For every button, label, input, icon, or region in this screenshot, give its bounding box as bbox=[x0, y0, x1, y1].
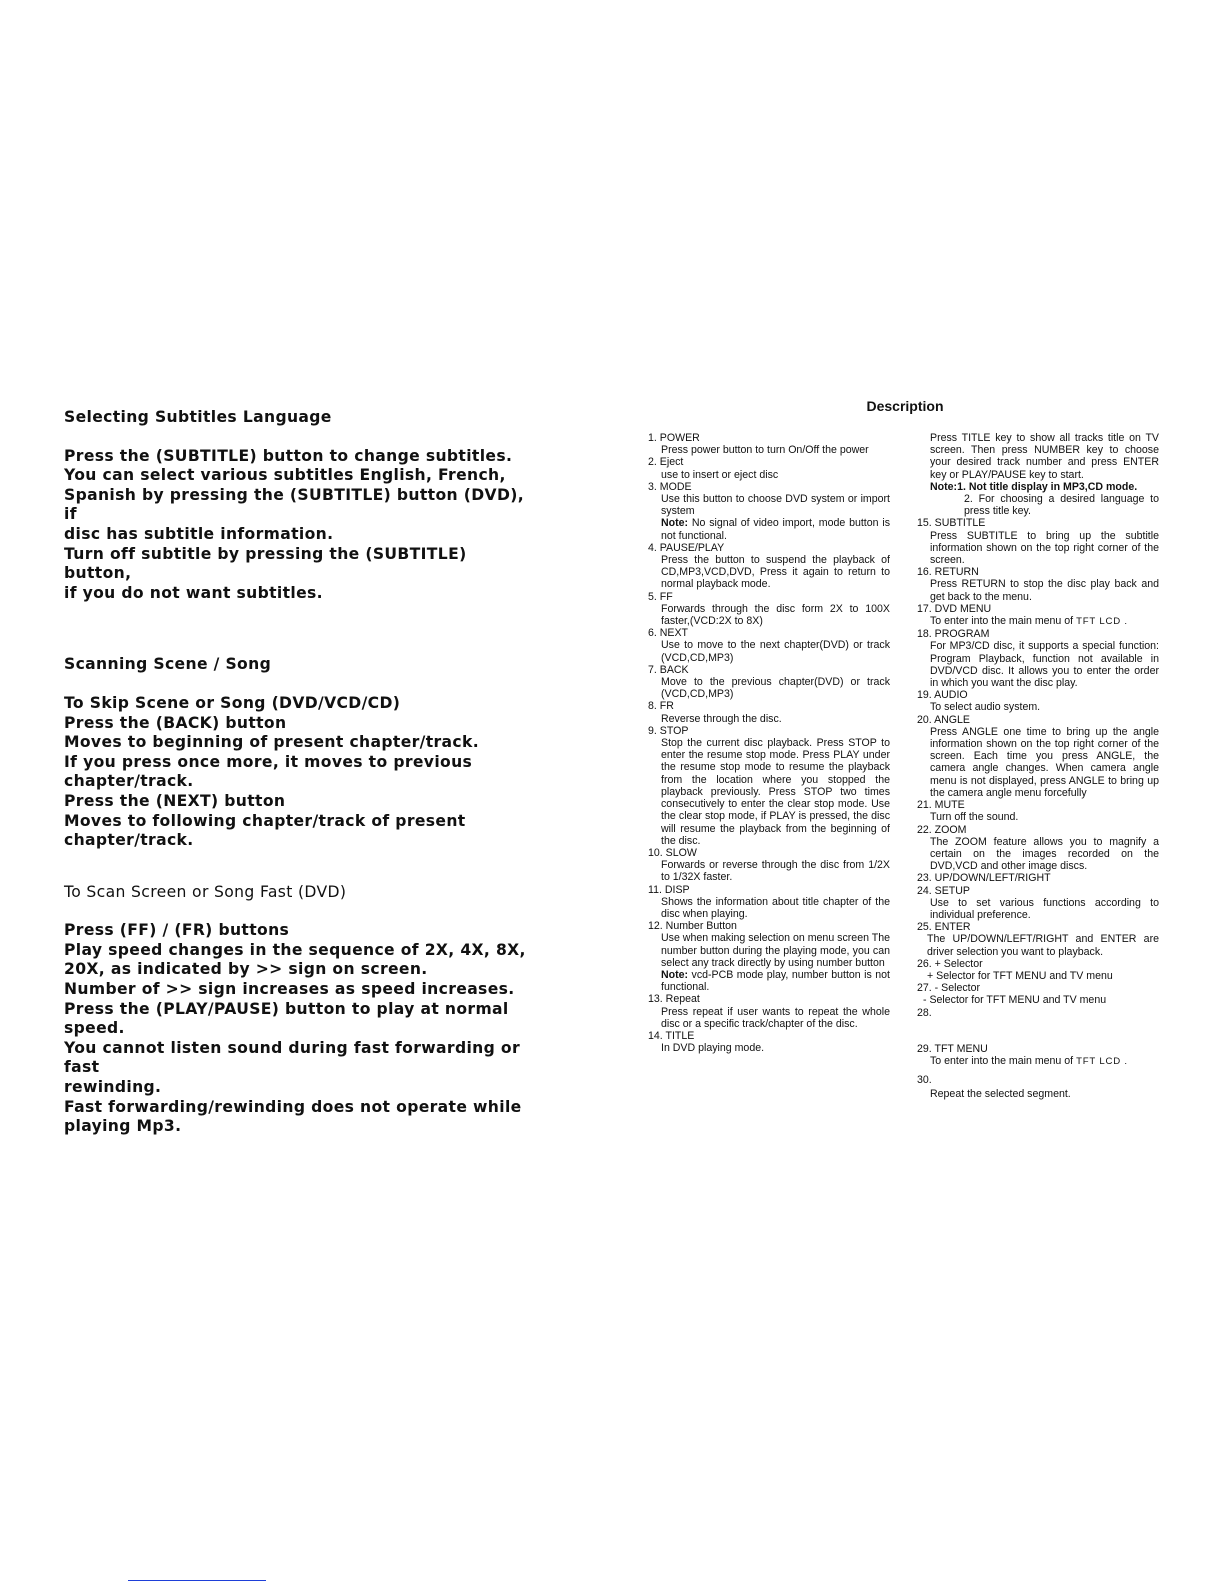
tft-lcd-text: TFT LCD . bbox=[1076, 616, 1128, 628]
item-head: 9. STOP bbox=[648, 724, 689, 737]
section-body bbox=[64, 447, 534, 604]
section-body bbox=[64, 921, 534, 1137]
note-label: Note: bbox=[661, 517, 689, 530]
item-note: Note:1. Not title display in MP3,CD mode. bbox=[930, 480, 1138, 493]
desc-item bbox=[648, 591, 890, 628]
text-line: Press the (PLAY/PAUSE) button to play at normal bbox=[64, 999, 509, 1018]
item-note: 2. For choosing a desired language to press title key. bbox=[964, 493, 1159, 518]
desc-item bbox=[648, 725, 890, 847]
desc-item bbox=[917, 603, 1159, 628]
item-head: 30. bbox=[917, 1074, 932, 1087]
text-line: If you press once more, it moves to previous bbox=[64, 752, 473, 771]
section-fast-scan bbox=[64, 883, 534, 1137]
text-line: Number of >> sign increases as speed increases. bbox=[64, 980, 515, 999]
item-body bbox=[930, 615, 1159, 628]
desc-item bbox=[648, 1030, 890, 1054]
desc-item bbox=[917, 1007, 1159, 1019]
item-head: 12. Number Button bbox=[648, 920, 737, 933]
item-head: 28. bbox=[917, 1006, 932, 1019]
item-body: Press repeat if user wants to repeat the whole disc or a specific track/chapter of the disc. bbox=[661, 1005, 890, 1030]
desc-item bbox=[917, 689, 1159, 713]
note-text: vcd-PCB mode play, number button is not functional. bbox=[661, 968, 890, 994]
item-body: Turn off the sound. bbox=[930, 811, 1019, 824]
desc-item bbox=[648, 542, 890, 591]
item-body: + Selector for TFT MENU and TV menu bbox=[927, 969, 1113, 982]
item-body: The ZOOM feature allows you to magnify a certain on the images recorded on the DVD,VCD and other image discs. bbox=[930, 835, 1159, 873]
text-line: Moves to following chapter/track of present bbox=[64, 811, 466, 830]
item-head: 14. TITLE bbox=[648, 1029, 695, 1042]
item-head: 24. SETUP bbox=[917, 884, 970, 897]
text-line: Turn off subtitle by pressing the (SUBTITLE) button, bbox=[64, 544, 467, 583]
text-line: Press (FF) / (FR) buttons bbox=[64, 921, 290, 940]
item-head: 8. FR bbox=[648, 700, 674, 713]
desc-item bbox=[917, 799, 1159, 823]
item-head: 18. PROGRAM bbox=[917, 628, 990, 641]
item-note bbox=[661, 517, 890, 541]
item-body: - Selector for TFT MENU and TV menu bbox=[923, 994, 1107, 1007]
text-line: Fast forwarding/rewinding does not operate while bbox=[64, 1097, 522, 1116]
text-line: speed. bbox=[64, 1019, 125, 1038]
item-head: 20. ANGLE bbox=[917, 713, 970, 726]
desc-item bbox=[648, 664, 890, 701]
item-body: Stop the current disc playback. Press STOP to enter the resume stop mode. Press PLAY under the resume stop mode to resume the playback from the location where you stopped the playback previously. Press STOP two times consecutively to enter the clear stop mode. Use the clear stop mode, if PLAY is pressed, the disc will resume the playback from the beginning of the disc. bbox=[661, 737, 890, 847]
section-title: Selecting Subtitles Language bbox=[64, 408, 332, 426]
item-body: Press power button to turn On/Off the power bbox=[661, 444, 869, 457]
text-line: Play speed changes in the sequence of 2X, 4X, 8X, bbox=[64, 940, 526, 959]
desc-item bbox=[648, 700, 890, 724]
item-body: Shows the information about title chapter of the disc when playing. bbox=[661, 895, 890, 920]
note-label: Note: bbox=[661, 968, 689, 981]
text-line: playing Mp3. bbox=[64, 1117, 182, 1136]
item-body: use to insert or eject disc bbox=[661, 468, 779, 481]
text-line: You can select various subtitles English, French, bbox=[64, 466, 506, 485]
item-body: Reverse through the disc. bbox=[661, 712, 782, 725]
description-title: Description bbox=[866, 398, 944, 414]
item-head: 2. Eject bbox=[648, 456, 684, 469]
text-line: disc has subtitle information. bbox=[64, 524, 334, 543]
body-text: To enter into the main menu of bbox=[930, 615, 1074, 628]
text-line: 20X, as indicated by >> sign on screen. bbox=[64, 960, 428, 979]
section-title: To Scan Screen or Song Fast (DVD) bbox=[64, 882, 347, 901]
desc-item bbox=[648, 920, 890, 993]
item-body: Press the button to suspend the playback of CD,MP3,VCD,DVD, Press it again to return to normal playback mode. bbox=[661, 554, 890, 591]
item-body: Repeat the selected segment. bbox=[930, 1088, 1071, 1101]
desc-item bbox=[648, 627, 890, 664]
desc-item bbox=[648, 481, 890, 542]
text-line: To Skip Scene or Song (DVD/VCD/CD) bbox=[64, 693, 401, 712]
desc-item bbox=[917, 1043, 1159, 1068]
text-line: if you do not want subtitles. bbox=[64, 583, 323, 602]
text-line: rewinding. bbox=[64, 1078, 162, 1097]
item-body: Press RETURN to stop the disc play back and get back to the menu. bbox=[930, 578, 1159, 603]
text-line: You cannot listen sound during fast forwarding or fast bbox=[64, 1038, 521, 1077]
left-column bbox=[64, 408, 534, 1157]
section-title: Scanning Scene / Song bbox=[64, 655, 272, 674]
item-head: 21. MUTE bbox=[917, 799, 965, 812]
footer-underline bbox=[128, 1580, 266, 1581]
item-head: 6. NEXT bbox=[648, 627, 689, 640]
item-head: 22. ZOOM bbox=[917, 823, 967, 836]
text-line: chapter/track. bbox=[64, 831, 194, 850]
desc-item bbox=[648, 432, 890, 456]
item-head: 5. FF bbox=[648, 590, 673, 603]
text-line: Spanish by pressing the (SUBTITLE) button (DVD), if bbox=[64, 485, 524, 524]
item-body: For MP3/CD disc, it supports a special function: Program Playback, function not available in DVD/VCD disc. It allows you to enter the order in which you want the disc play. bbox=[930, 640, 1159, 690]
desc-item bbox=[917, 982, 1159, 1006]
item-body: Use when making selection on menu screen The number button during the playing mode, you can select any track directly by using number button bbox=[661, 932, 890, 969]
item-head: 26. + Selector bbox=[917, 957, 983, 970]
desc-item bbox=[917, 1074, 1159, 1100]
text-line: Press the (SUBTITLE) button to change subtitles. bbox=[64, 446, 513, 465]
item-body: Use to set various functions according to individual preference. bbox=[930, 896, 1159, 921]
item-body: Use this button to choose DVD system or import system bbox=[661, 493, 890, 518]
item-note bbox=[661, 969, 890, 993]
description-column-2 bbox=[917, 432, 1159, 1101]
item-head: 19. AUDIO bbox=[917, 689, 968, 702]
desc-item bbox=[917, 628, 1159, 689]
body-text: To enter into the main menu of bbox=[930, 1054, 1074, 1067]
section-subtitles bbox=[64, 408, 534, 603]
item-body bbox=[930, 1055, 1159, 1068]
desc-item bbox=[648, 456, 890, 480]
desc-item bbox=[917, 958, 1159, 982]
text-line: Moves to beginning of present chapter/track. bbox=[64, 733, 480, 752]
section-scanning bbox=[64, 655, 534, 850]
item-body: Move to the previous chapter(DVD) or track (VCD,CD,MP3) bbox=[661, 676, 890, 701]
item-head: 16. RETURN bbox=[917, 566, 979, 579]
desc-item bbox=[917, 824, 1159, 873]
item-head: 23. UP/DOWN/LEFT/RIGHT bbox=[917, 872, 1051, 885]
item-head: 17. DVD MENU bbox=[917, 602, 992, 615]
item-body: In DVD playing mode. bbox=[661, 1042, 765, 1055]
item-head: 27. - Selector bbox=[917, 982, 981, 995]
desc-item bbox=[648, 884, 890, 921]
item-body: The UP/DOWN/LEFT/RIGHT and ENTER are driver selection you want to playback. bbox=[927, 933, 1159, 958]
text-line: chapter/track. bbox=[64, 772, 194, 791]
item-head: 29. TFT MENU bbox=[917, 1042, 988, 1055]
desc-item bbox=[917, 872, 1159, 884]
desc-item bbox=[648, 993, 890, 1030]
item-body: Press SUBTITLE to bring up the subtitle information shown on the top right corner of the screen. bbox=[930, 529, 1159, 567]
item-body: Use to move to the next chapter(DVD) or track (VCD,CD,MP3) bbox=[661, 639, 890, 664]
desc-item bbox=[917, 921, 1159, 958]
section-body bbox=[64, 694, 534, 851]
desc-item bbox=[648, 847, 890, 884]
item-body: To select audio system. bbox=[930, 701, 1041, 714]
item-body: Press ANGLE one time to bring up the angle information shown on the top right corner of the screen. Each time you press ANGLE, the camera angle changes. When camera angle menu is not displayed, press ANGLE to bring up the camera angle menu forcefully bbox=[930, 725, 1159, 799]
tft-lcd-text: TFT LCD . bbox=[1076, 1055, 1128, 1067]
item-head: 1. POWER bbox=[648, 432, 700, 444]
text-line: Press the (NEXT) button bbox=[64, 791, 286, 810]
description-column-1 bbox=[648, 432, 890, 1054]
desc-item bbox=[917, 517, 1159, 566]
desc-item bbox=[917, 885, 1159, 922]
desc-item bbox=[917, 566, 1159, 603]
spacer bbox=[917, 1019, 1159, 1043]
item-head: 11. DISP bbox=[648, 883, 690, 896]
note-text: No signal of video import, mode button is not functional. bbox=[661, 517, 890, 542]
item-head: 13. Repeat bbox=[648, 993, 700, 1006]
text-line: Press the (BACK) button bbox=[64, 713, 287, 732]
item-head: 7. BACK bbox=[648, 663, 689, 676]
desc-item bbox=[917, 714, 1159, 799]
item-body: Press TITLE key to show all tracks title on TV screen. Then press NUMBER key to choose your desired track number and press ENTER key or PLAY/PAUSE key to start. bbox=[930, 432, 1159, 481]
desc-item-title-cont bbox=[917, 432, 1159, 517]
item-head: 25. ENTER bbox=[917, 921, 971, 934]
item-body: Forwards or reverse through the disc from 1/2X to 1/32X faster. bbox=[661, 859, 890, 884]
item-head: 10. SLOW bbox=[648, 846, 697, 859]
item-body: Forwards through the disc form 2X to 100X faster,(VCD:2X to 8X) bbox=[661, 602, 890, 628]
item-head: 4. PAUSE/PLAY bbox=[648, 541, 725, 554]
item-head: 3. MODE bbox=[648, 480, 692, 493]
item-head: 15. SUBTITLE bbox=[917, 517, 986, 530]
